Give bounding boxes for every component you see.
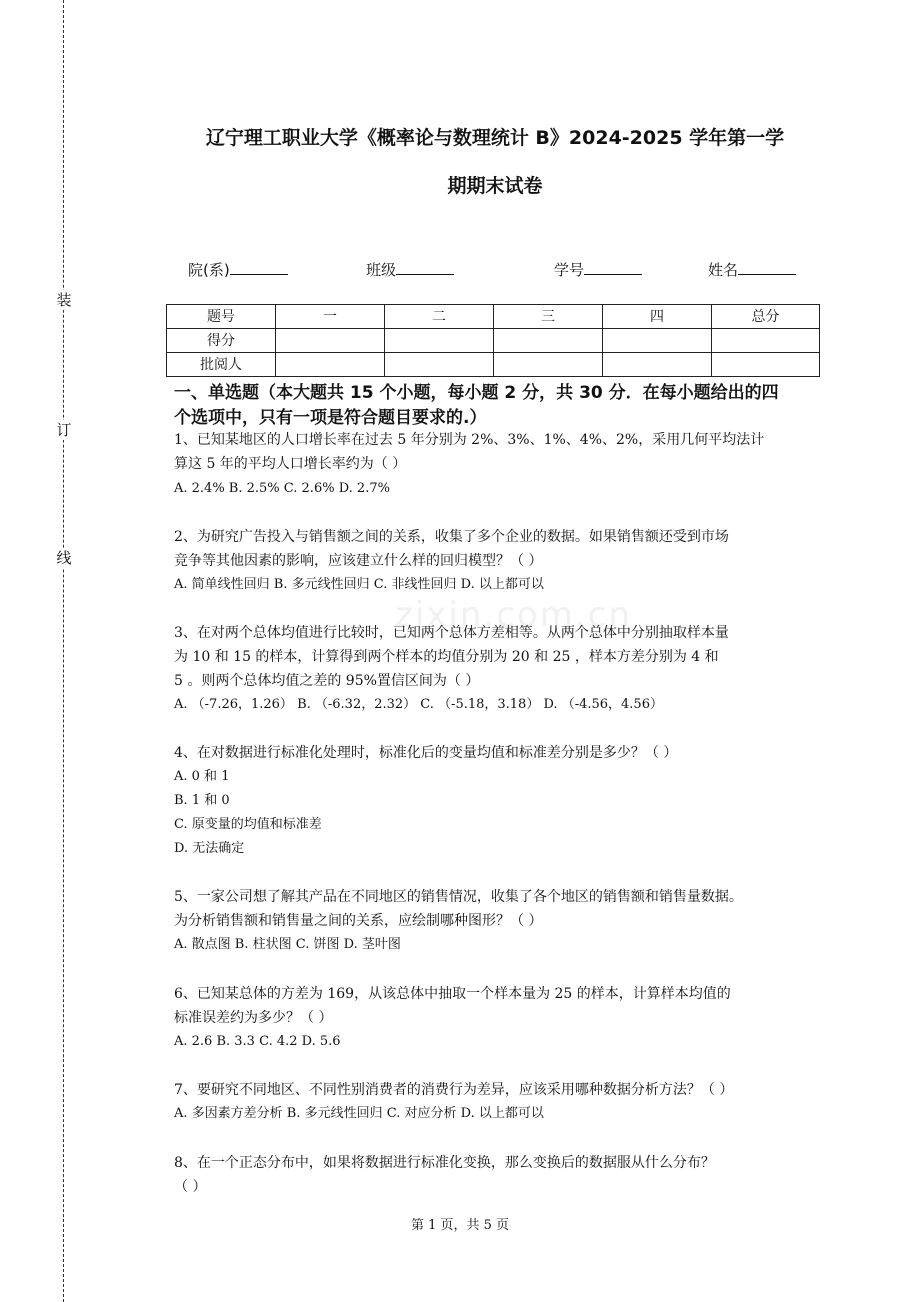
reviewer-row — [167, 353, 820, 377]
question-4-option-a: A. 0 和 1 — [174, 769, 230, 784]
student-id-label: 学号 — [554, 261, 585, 279]
name-label: 姓名 — [708, 261, 739, 279]
question-4-line: 4、在对数据进行标准化处理时，标准化后的变量均值和标准差分别是多少？（ ） — [174, 745, 678, 761]
score-cell[interactable] — [712, 329, 820, 353]
name-blank[interactable] — [738, 258, 796, 275]
question-1-line: 算这 5 年的平均人口增长率约为（ ） — [174, 456, 407, 472]
question-4-option-b: B. 1 和 0 — [174, 793, 230, 808]
header-cell: 一 — [276, 305, 385, 329]
student-id-blank[interactable] — [584, 258, 642, 275]
question-2-line: 2、为研究广告投入与销售额之间的关系，收集了多个企业的数据。如果销售额还受到市场 — [174, 529, 729, 545]
question-3-line: 5 。则两个总体均值之差的 95%置信区间为（ ） — [174, 673, 480, 689]
question-8-line: （ ） — [174, 1179, 207, 1195]
question-4-option-c: C. 原变量的均值和标准差 — [174, 817, 322, 832]
question-7-line: 7、要研究不同地区、不同性别消费者的消费行为差异，应该采用哪种数据分析方法？（ ） — [174, 1082, 734, 1098]
question-2-line: 竞争等其他因素的影响，应该建立什么样的回归模型？（ ） — [174, 553, 543, 569]
score-table — [166, 304, 820, 377]
question-3-options: A. （-7.26，1.26） B. （-6.32，2.32） C. （-5.18，3.18） D. （-4.56，4.56） — [174, 697, 663, 712]
question-3-line: 为 10 和 15 的样本，计算得到两个样本的均值分别为 20 和 25 ，样本方差分别为 4 和 — [174, 649, 719, 665]
row-label: 批阅人 — [167, 353, 276, 377]
dept-label: 院(系) — [188, 261, 230, 279]
page-title-line2: 期期末试卷 — [447, 175, 543, 197]
watermark: zixin.com.cn — [395, 595, 632, 635]
question-4-option-d: D. 无法确定 — [174, 841, 245, 856]
section-heading — [174, 381, 824, 431]
question-6-options: A. 2.6 B. 3.3 C. 4.2 D. 5.6 — [174, 1034, 341, 1049]
dept-blank[interactable] — [230, 258, 288, 275]
section-heading-line2: 个选项中，只有一项是符合题目要求的.） — [174, 408, 487, 428]
question-1-options: A. 2.4% B. 2.5% C. 2.6% D. 2.7% — [174, 481, 390, 496]
question-5-line: 为分析销售额和销售量之间的关系，应绘制哪种图形？（ ） — [174, 913, 543, 929]
binding-dashed-line — [63, 0, 64, 1302]
question-5-line: 5、一家公司想了解其产品在不同地区的销售情况，收集了各个地区的销售额和销售量数据。 — [174, 889, 743, 905]
binding-char-zhuang: 装 — [56, 291, 72, 309]
reviewer-cell[interactable] — [276, 353, 385, 377]
score-cell[interactable] — [276, 329, 385, 353]
header-cell: 题号 — [167, 305, 276, 329]
class-field[interactable] — [366, 258, 454, 281]
reviewer-cell[interactable] — [494, 353, 603, 377]
reviewer-cell[interactable] — [385, 353, 494, 377]
binding-char-ding: 订 — [56, 421, 72, 439]
header-cell: 总分 — [712, 305, 820, 329]
score-cell[interactable] — [385, 329, 494, 353]
score-row — [167, 329, 820, 353]
section-heading-line1: 一、单选题（本大题共 15 个小题，每小题 2 分，共 30 分．在每小题给出的四 — [174, 383, 779, 403]
question-6-line: 标准误差约为多少？（ ） — [174, 1010, 333, 1026]
question-1-line: 1、已知某地区的人口增长率在过去 5 年分别为 2%、3%、1%、4%、2%，采用几何平均法计 — [174, 432, 765, 448]
page-title-line1: 辽宁理工职业大学《概率论与数理统计 B》2024-2025 学年第一学 — [205, 127, 785, 149]
question-8-line: 8、在一个正态分布中，如果将数据进行标准化变换，那么变换后的数据服从什么分布？ — [174, 1155, 715, 1171]
student-id-field[interactable] — [554, 258, 642, 281]
header-cell: 三 — [494, 305, 603, 329]
score-table-header-row — [167, 305, 820, 329]
score-cell[interactable] — [603, 329, 712, 353]
dept-field[interactable] — [188, 258, 288, 281]
question-6-line: 6、已知某总体的方差为 169，从该总体中抽取一个样本量为 25 的样本，计算样本均值的 — [174, 986, 731, 1002]
score-cell[interactable] — [494, 329, 603, 353]
question-5-options: A. 散点图 B. 柱状图 C. 饼图 D. 茎叶图 — [174, 937, 401, 952]
header-cell: 二 — [385, 305, 494, 329]
class-label: 班级 — [366, 261, 397, 279]
row-label: 得分 — [167, 329, 276, 353]
question-7-options: A. 多因素方差分析 B. 多元线性回归 C. 对应分析 D. 以上都可以 — [174, 1106, 544, 1121]
binding-char-xian: 线 — [56, 549, 72, 567]
reviewer-cell[interactable] — [712, 353, 820, 377]
header-cell: 四 — [603, 305, 712, 329]
question-3-line: 3、在对两个总体均值进行比较时，已知两个总体方差相等。从两个总体中分别抽取样本量 — [174, 625, 729, 641]
reviewer-cell[interactable] — [603, 353, 712, 377]
question-2-options: A. 简单线性回归 B. 多元线性回归 C. 非线性回归 D. 以上都可以 — [174, 577, 544, 592]
name-field[interactable] — [708, 258, 796, 281]
class-blank[interactable] — [396, 258, 454, 275]
page-number: 第 1 页，共 5 页 — [410, 1218, 510, 1233]
